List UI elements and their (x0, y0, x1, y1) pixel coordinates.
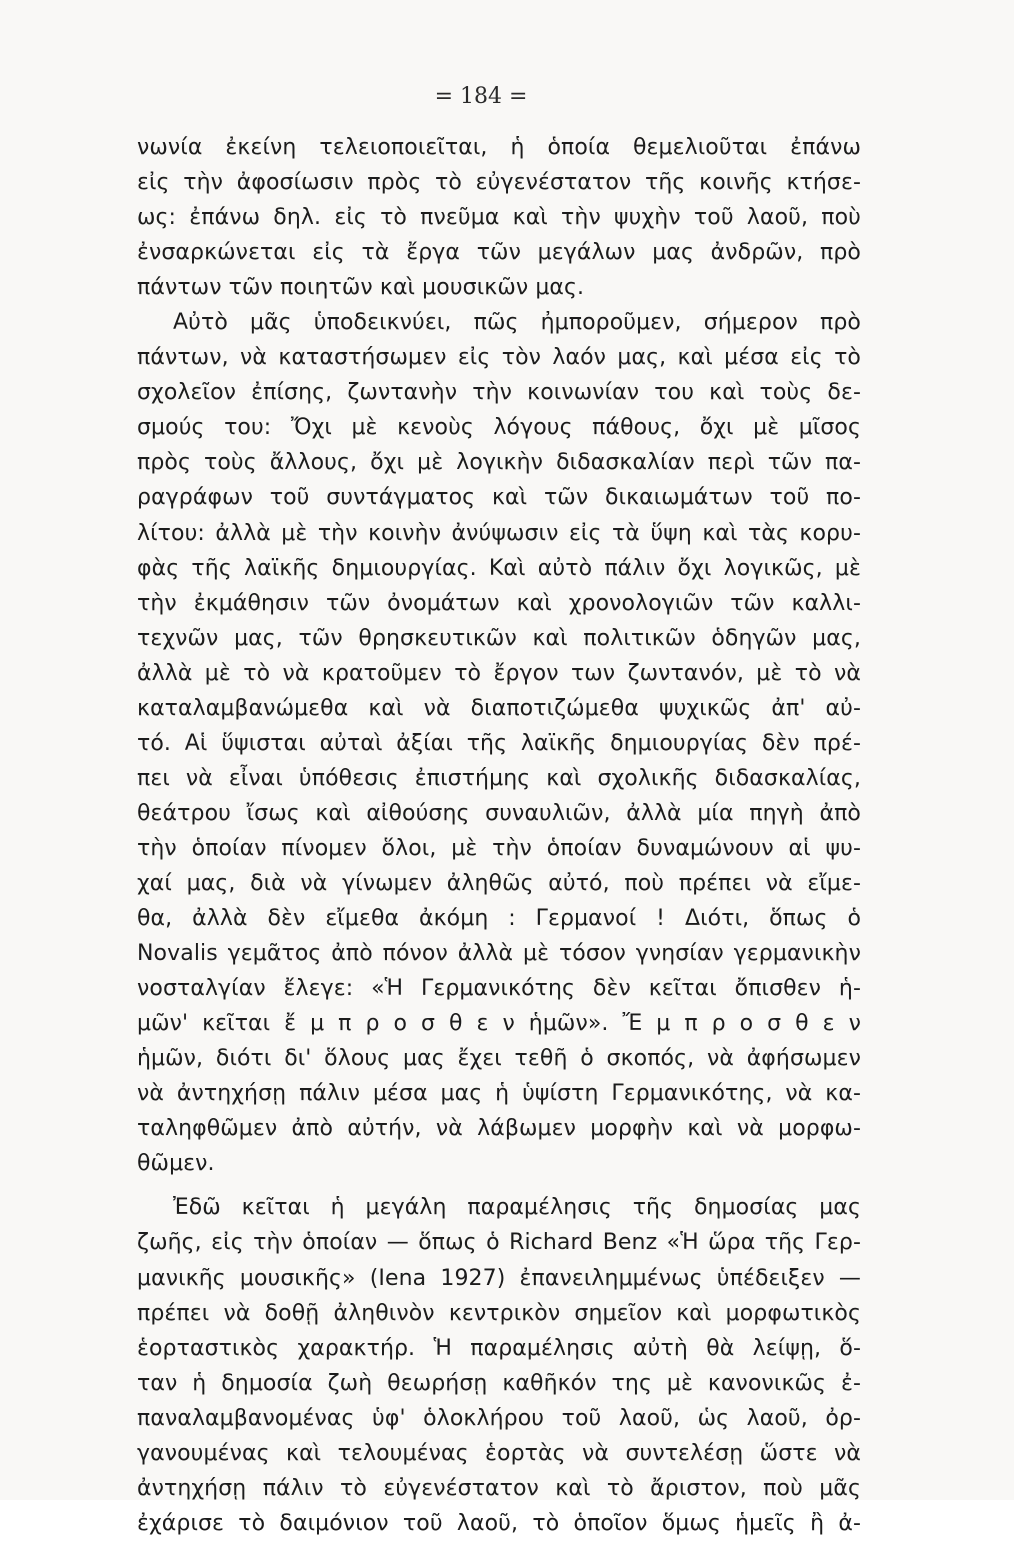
text-line: πάντων τῶν ποιητῶν καὶ μουσικῶν μας. (137, 275, 585, 301)
text-line: θῶμεν. (137, 1151, 215, 1177)
text-line: παναλαμβανομένας ὑφ' ὁλοκλήρου τοῦ λαοῦ, ὡς λαοῦ, ὀρ- (137, 1405, 861, 1431)
page-number: = 184 = (434, 84, 528, 109)
body-text (137, 130, 861, 1541)
paragraph (137, 305, 861, 1181)
text-line: τεχνῶν μας, τῶν θρησκευτικῶν καὶ πολιτικῶν ὁδηγῶν μας, (137, 625, 861, 651)
text-line: ταν ἡ δημοσία ζωὴ θεωρήσῃ καθῆκόν της μὲ κανονικῶς ἐ- (137, 1370, 861, 1396)
text-line: νωνία ἐκείνη τελειοποιεῖται, ἡ ὁποία θεμελιοῦται ἐπάνω (137, 135, 861, 160)
text-line: ἑορταστικὸς χαρακτήρ. Ἡ παραμέλησις αὐτὴ θὰ λείψῃ, ὅ- (137, 1335, 861, 1361)
text-line: χαί μας, διὰ νὰ γίνωμεν ἀληθῶς αὐτό, ποὺ πρέπει νὰ εἴμε- (137, 870, 861, 896)
text-line: καταλαμβανώμεθα καὶ νὰ διαποτιζώμεθα ψυχικῶς ἀπ' αὐ- (137, 695, 861, 721)
text-line: ἐνσαρκώνεται εἰς τὰ ἔργα τῶν μεγάλων μας ἀνδρῶν, πρὸ (137, 240, 861, 266)
text-line: θα, ἀλλὰ δὲν εἴμεθα ἀκόμη : Γερμανοί ! Διότι, ὅπως ὁ (137, 906, 861, 932)
text-line: ως: ἐπάνω δηλ. εἰς τὸ πνεῦμα καὶ τὴν ψυχὴν τοῦ λαοῦ, ποὺ (137, 205, 861, 231)
paragraph (137, 130, 861, 305)
text-line: τό. Αἱ ὕψισται αὐταὶ ἀξίαι τῆς λαϊκῆς δημιουργίας δὲν πρέ- (137, 730, 861, 756)
paragraph (137, 1190, 861, 1540)
text-line: ταληφθῶμεν ἀπὸ αὐτήν, νὰ λάβωμεν μορφὴν καὶ νὰ μορφω- (137, 1116, 861, 1142)
text-line: ἀλλὰ μὲ τὸ νὰ κρατοῦμεν τὸ ἔργον των ζωντανόν, μὲ τὸ νὰ (137, 660, 861, 686)
text-line: εἰς τὴν ἀφοσίωσιν πρὸς τὸ εὐγενέστατον τῆς κοινῆς κτήσε- (137, 170, 861, 196)
text-line: πρέπει νὰ δοθῇ ἀληθινὸν κεντρικὸν σημεῖον καὶ μορφωτικὸς (137, 1300, 861, 1326)
text-line: γανουμένας καὶ τελουμένας ἑορτὰς νὰ συντελέσῃ ὥστε νὰ (137, 1440, 861, 1466)
text-line: φὰς τῆς λαϊκῆς δημιουργίας. Καὶ αὐτὸ πάλιν ὄχι λογικῶς, μὲ (137, 555, 861, 581)
text-line: πει νὰ εἶναι ὑπόθεσις ἐπιστήμης καὶ σχολικῆς διδασκαλίας, (137, 765, 861, 791)
text-line: ἐχάρισε τὸ δαιμόνιον τοῦ λαοῦ, τὸ ὁποῖον ὅμως ἡμεῖς ἢ ἀ- (137, 1510, 861, 1536)
text-line: νὰ ἀντηχήσῃ πάλιν μέσα μας ἡ ὑψίστη Γερμανικότης, νὰ κα- (137, 1081, 861, 1107)
text-line: νοσταλγίαν ἔλεγε: «Ἡ Γερμανικότης δὲν κεῖται ὄπισθεν ἡ- (137, 976, 861, 1002)
text-line: Αὐτὸ μᾶς ὑποδεικνύει, πῶς ἠμποροῦμεν, σήμερον πρὸ (173, 310, 861, 336)
text-line: ἀντηχήσῃ πάλιν τὸ εὐγενέστατον καὶ τὸ ἄριστον, ποὺ μᾶς (137, 1475, 861, 1501)
text-line: ζωῆς, εἰς τὴν ὁποίαν — ὅπως ὁ Richard Benz «Ἡ ὥρα τῆς Γερ- (137, 1230, 861, 1256)
text-line: σμούς του: Ὄχι μὲ κενοὺς λόγους πάθους, ὄχι μὲ μῖσος (137, 415, 861, 441)
text-line: μανικῆς μουσικῆς» (Iena 1927) ἐπανειλημμένως ὑπέδειξεν — (137, 1265, 861, 1291)
text-line: τὴν ἐκμάθησιν τῶν ὀνομάτων καὶ χρονολογιῶν τῶν καλλι- (137, 590, 861, 616)
text-line: σχολεῖον ἐπίσης, ζωντανὴν τὴν κοινωνίαν του καὶ τοὺς δε- (137, 380, 861, 406)
text-line: πάντων, νὰ καταστήσωμεν εἰς τὸν λαόν μας, καὶ μέσα εἰς τὸ (137, 345, 861, 371)
text-line: Novalis γεμᾶτος ἀπὸ πόνον ἀλλὰ μὲ τόσον γνησίαν γερμανικὴν (137, 941, 861, 967)
paragraph-gap (137, 1181, 861, 1190)
text-line: τὴν ὁποίαν πίνομεν ὅλοι, μὲ τὴν ὁποίαν δυναμώνουν αἱ ψυ- (137, 835, 861, 861)
text-line: πρὸς τοὺς ἄλλους, ὄχι μὲ λογικὴν διδασκαλίαν περὶ τῶν πα- (137, 450, 861, 476)
text-line: λίτου: ἀλλὰ μὲ τὴν κοινὴν ἀνύψωσιν εἰς τὰ ὕψη καὶ τὰς κορυ- (137, 520, 861, 546)
text-line: μῶν' κεῖται ἔ μ π ρ ο σ θ ε ν ἡμῶν». Ἔ μ π ρ ο σ θ ε ν (137, 1011, 861, 1037)
text-line: ἡμῶν, διότι δι' ὅλους μας ἔχει τεθῆ ὁ σκοπός, νὰ ἀφήσωμεν (137, 1046, 861, 1072)
text-line: θεάτρου ἴσως καὶ αἰθούσης συναυλιῶν, ἀλλὰ μία πηγὴ ἀπὸ (137, 800, 861, 826)
text-line: Ἐδῶ κεῖται ἡ μεγάλη παραμέλησις τῆς δημοσίας μας (173, 1195, 861, 1221)
text-line: ραγράφων τοῦ συντάγματος καὶ τῶν δικαιωμάτων τοῦ πο- (137, 485, 861, 511)
